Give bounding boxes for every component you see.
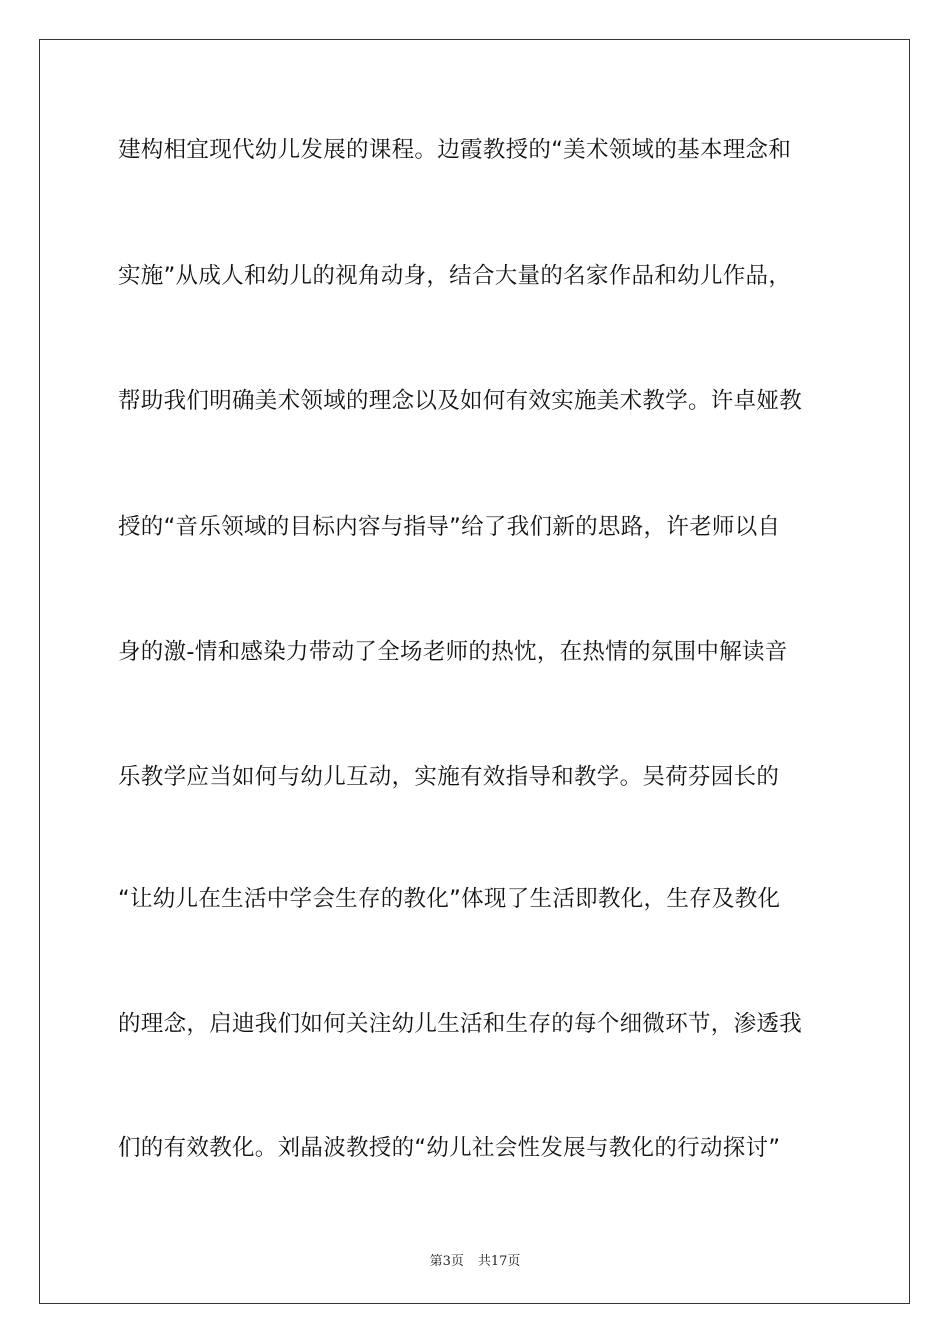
page-number: 第3页 <box>429 1254 464 1269</box>
page-border <box>39 39 910 1304</box>
text-line-5: 身的激-情和感染力带动了全场老师的热忱，在热情的氛围中解读音 <box>118 639 788 665</box>
text-line-1: 建构相宜现代幼儿发展的课程。边霞教授的“美术领域的基本理念和 <box>118 137 792 163</box>
text-line-7: “让幼儿在生活中学会生存的教化”体现了生活即教化，生存及教化 <box>118 886 781 912</box>
page-footer <box>0 1250 950 1269</box>
text-line-8: 的理念，启迪我们如何关注幼儿生活和生存的每个细微环节，渗透我 <box>118 1011 803 1037</box>
text-line-6: 乐教学应当如何与幼儿互动，实施有效指导和教学。吴荷芬园长的 <box>118 764 780 790</box>
text-line-9: 们的有效教化。刘晶波教授的“幼儿社会性发展与教化的行动探讨” <box>118 1135 781 1161</box>
text-line-4: 授的“音乐领域的目标内容与指导”给了我们新的思路，许老师以自 <box>118 514 781 540</box>
text-line-3: 帮助我们明确美术领域的理念以及如何有效实施美术教学。许卓娅教 <box>118 388 803 414</box>
page-total: 共17页 <box>477 1254 521 1269</box>
text-line-2: 实施”从成人和幼儿的视角动身，结合大量的名家作品和幼儿作品， <box>118 263 792 289</box>
